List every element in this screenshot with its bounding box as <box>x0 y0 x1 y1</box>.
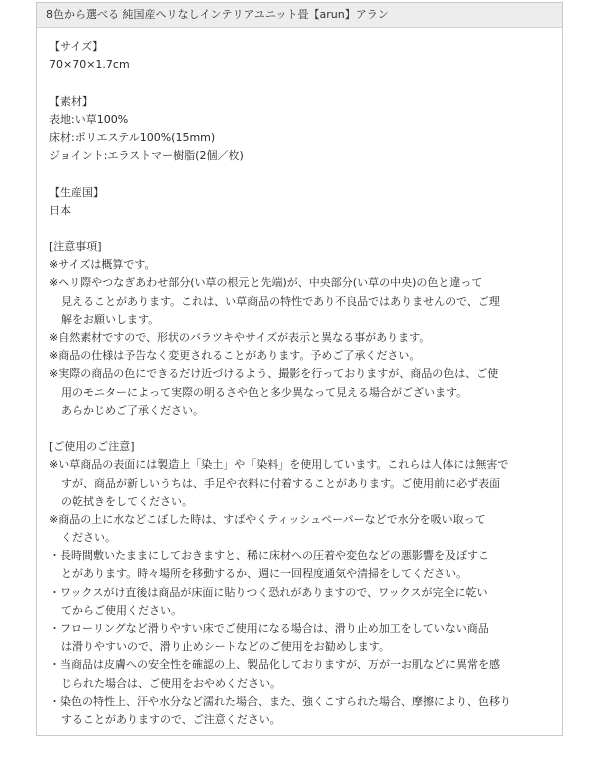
notes-line: ※実際の商品の色にできるだけ近づけるよう、撮影を行っておりますが、商品の色は、ご使 <box>49 367 499 381</box>
material-line: ジョイント:エラストマー樹脂(2個／枚) <box>49 149 244 163</box>
origin-heading: 【生産国】 <box>49 185 104 199</box>
usage-line: ください。 <box>61 531 116 545</box>
notes-line: ※商品の仕様は予告なく変更されることがあります。予めご了承ください。 <box>49 349 421 363</box>
origin-value: 日本 <box>49 203 71 217</box>
notes-line: ※自然素材ですので、形状のバラツキやサイズが表示と異なる事があります。 <box>49 331 431 344</box>
material-line: 床材:ポリエステル100%(15mm) <box>49 130 216 144</box>
size-heading: 【サイズ】 <box>49 40 104 53</box>
panel-title: 8色から選べる 純国産ヘリなしインテリアユニット畳【arun】アラン <box>37 3 562 28</box>
notes-line: ※ヘリ際やつなぎあわせ部分(い草の根元と先端)が、中央部分(い草の中央)の色と違って <box>49 276 483 290</box>
usage-line: ・ワックスがけ直後は商品が床面に貼りつく恐れがありますので、ワックスが完全に乾い <box>49 585 488 599</box>
usage-line: ※商品の上に水などこぼした時は、すばやくティッシュペーパーなどで水分を吸い取って <box>49 512 486 526</box>
usage-line: は滑りやすいので、滑り止めシートなどのご使用をお勧めします。 <box>61 640 390 654</box>
usage-heading: [ご使用のご注意] <box>49 440 135 454</box>
material-line: 表地:い草100% <box>49 112 129 126</box>
usage-line: ・染色の特性上、汗や水分など濡れた場合、また、強くこすられた場合、摩擦により、色移り <box>49 694 511 708</box>
usage-line: ・当商品は皮膚への安全性を確認の上、製品化しておりますが、万が一お肌などに異常を感 <box>49 658 500 672</box>
notes-line: 解をお願いします。 <box>61 312 160 326</box>
notes-line: 用のモニターによって実際の明るさや色と多少異なって見える場合がございます。 <box>61 385 468 399</box>
usage-line: ※い草商品の表面には製造上「染土」や「染料」を使用しています。これらは人体には無害で <box>49 458 509 472</box>
usage-line: じられた場合は、ご使用をおやめください。 <box>61 676 281 690</box>
spec-panel <box>36 2 563 736</box>
notes-heading: [注意事項] <box>49 240 102 254</box>
usage-line: ・長時間敷いたままにしておきますと、稀に床材への圧着や変色などの悪影響を及ぼすこ <box>49 549 489 563</box>
size-value: 70×70×1.7cm <box>49 58 130 72</box>
usage-line: すが、商品が新しいうちは、手足や衣料に付着することがあります。ご使用前に必ず表面 <box>61 476 501 490</box>
usage-line: することがありますので、ご注意ください。 <box>61 712 281 726</box>
notes-line: ※サイズは概算です。 <box>49 258 156 272</box>
spec-content <box>37 28 562 729</box>
notes-line: 見えることがあります。これは、い草商品の特性であり不良品ではありませんので、ご理 <box>61 294 500 308</box>
usage-line: ・フローリングなど滑りやすい床でご使用になる場合は、滑り止め加工をしていない商品 <box>49 622 489 635</box>
material-heading: 【素材】 <box>49 94 93 108</box>
usage-line: てからご使用ください。 <box>61 603 182 617</box>
usage-line: の乾拭きをしてください。 <box>61 494 193 508</box>
notes-line: あらかじめご了承ください。 <box>61 403 204 417</box>
usage-line: とがあります。時々場所を移動するか、週に一回程度通気や清掃をしてください。 <box>61 567 468 581</box>
